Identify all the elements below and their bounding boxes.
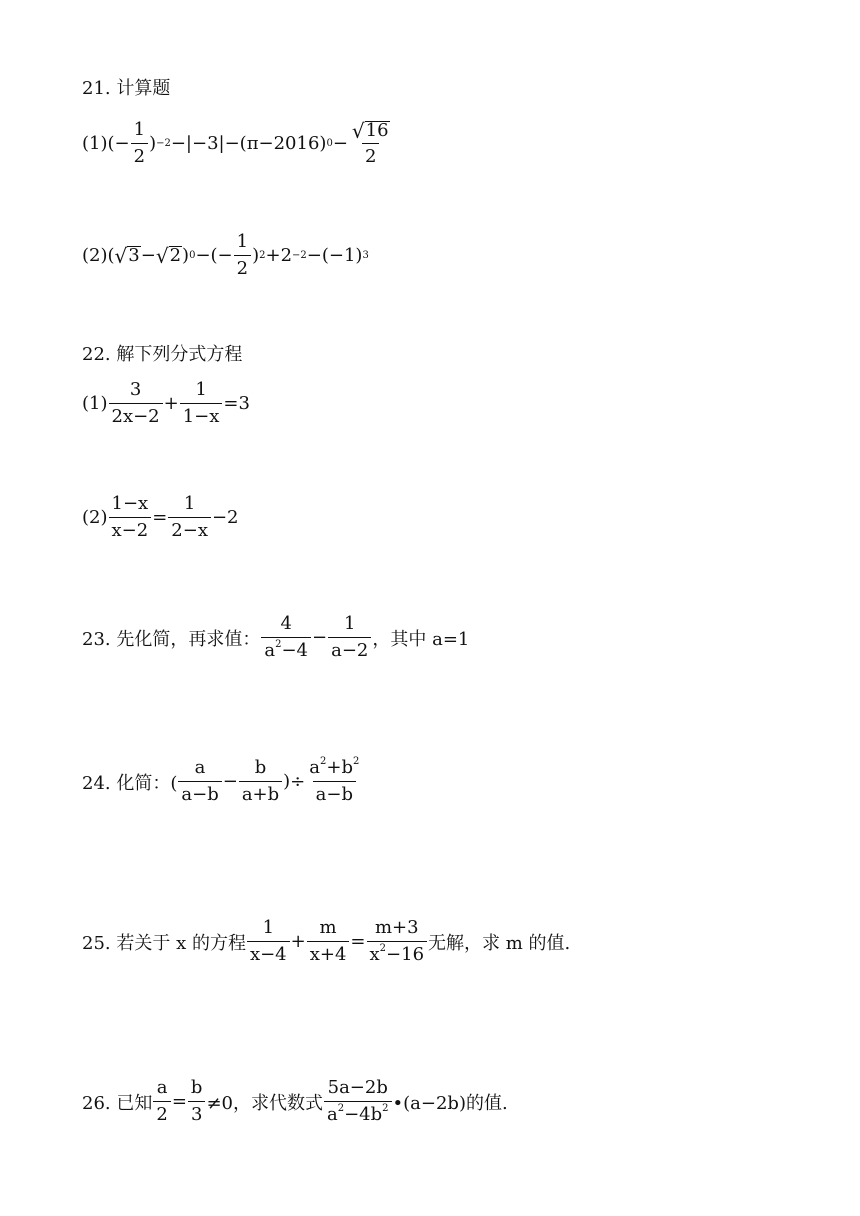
denominator [324,1101,392,1125]
fraction [188,1078,206,1125]
numerator: 1 [262,917,275,938]
text: )÷ [283,771,306,792]
denominator: a−b [178,781,221,805]
denominator: 1−x [180,403,223,427]
q22-part2 [82,494,239,541]
sqrt-expression [349,118,393,143]
denominator [367,941,428,965]
exponent: 2 [337,1103,345,1114]
question-text: 无解，求 m 的值. [428,932,571,954]
text: x [369,944,380,965]
text: a [264,640,276,661]
fraction [367,918,428,965]
numerator: 3 [129,379,142,400]
question-text: 25. 若关于 x 的方程 [82,932,246,954]
fraction [328,614,371,661]
question-text: 23. 先化简，再求值： [82,628,261,650]
fraction [306,758,362,805]
text: −(− [195,245,233,266]
text: + [163,393,179,414]
radicand: 3 [128,245,140,266]
denominator: x−2 [109,517,152,541]
numerator: 5a−2b [327,1077,388,1098]
text: ( [107,245,115,266]
fraction [247,918,290,965]
numerator: 1 [236,231,249,252]
fraction [307,918,350,965]
text: =3 [223,393,250,414]
q21-title: 21. 计算题 [82,78,171,99]
text: +2 [265,245,293,266]
denominator: a−b [313,781,356,805]
text: ) [252,245,260,266]
numerator: a [194,757,206,778]
sqrt-icon: √ [114,244,128,268]
radicand: 16 [365,119,389,141]
text: −2 [211,507,239,528]
question-text: 24. 化简：( [82,772,178,794]
numerator: 1 [133,119,146,140]
q23 [82,614,469,661]
question-text: ，其中 a=1 [372,628,470,650]
q21-part1: (1) (− $\frac{1}{2}$ ) −2 −|−3|−(π−2016) 0 − √ 16 2 [82,120,394,167]
part-label: (1) [82,133,108,154]
q21-part2: (2) ( √ 3 − √ 2 ) 0 −(− $\frac{1}{2}$ ) 2 +2 −2 −(−1) 3 [82,231,369,279]
numerator: m+3 [374,917,419,938]
text: −4b [344,1104,383,1125]
text: − [140,245,156,266]
q24 [82,758,363,805]
text: = [152,507,168,528]
denominator: a+b [239,781,282,805]
question-text: 26. 已知 [82,1092,153,1114]
fraction [349,118,393,167]
text: +b [326,757,353,778]
sqrt-icon: √ [155,244,169,268]
fraction [180,380,223,427]
exponent: 2 [352,756,360,767]
denominator: 2 [362,143,379,167]
q25 [82,918,570,965]
denominator: x+4 [307,941,350,965]
numerator: a [156,1077,168,1098]
question-text: ≠0，求代数式 [206,1092,323,1114]
fraction [178,758,221,805]
fraction [324,1078,392,1125]
q22-title: 22. 解下列分式方程 [82,344,243,365]
q22-part1 [82,380,250,427]
text: −(−1) [306,245,363,266]
radicand: 2 [169,245,182,266]
q26 [82,1078,508,1125]
numerator: 1−x [111,493,149,514]
exponent: 2 [320,756,327,767]
text: ) [182,245,190,266]
text: a [326,1104,338,1125]
exponent: 2 [382,1103,389,1114]
fraction [168,494,211,541]
fraction [131,120,148,167]
text: = [171,1091,187,1112]
fraction [153,1078,170,1125]
sqrt-expression [114,244,141,268]
text: ) [149,133,157,154]
text: −|−3|−(π−2016) [170,133,327,154]
denominator [261,637,311,661]
text: − [332,133,348,154]
numerator: 1 [195,379,207,400]
text: (− [107,133,130,154]
text: − [312,627,328,648]
numerator: b [254,757,267,778]
text: a [309,757,320,778]
fraction [239,758,282,805]
exponent: 2 [275,639,282,650]
denominator: 2−x [168,517,211,541]
numerator: 1 [344,613,356,634]
text: −16 [386,944,425,965]
part-label: (1) [82,393,108,414]
part-label: (2) [82,507,108,528]
question-text: •(a−2b)的值. [392,1092,508,1114]
text: − [222,771,238,792]
denominator: 2x−2 [109,403,163,427]
sqrt-expression [155,244,182,268]
sqrt-icon: √ [351,118,365,143]
fraction [261,614,311,661]
numerator: m [319,917,337,938]
text: −4 [281,640,309,661]
part-label: (2) [82,245,108,266]
denominator: x−4 [247,941,290,965]
denominator: a−2 [328,637,371,661]
denominator: 3 [188,1101,205,1125]
text: + [290,931,306,952]
numerator: 4 [280,613,292,634]
numerator: 1 [183,493,196,514]
text: = [350,931,366,952]
fraction [109,380,163,427]
denominator: 2 [234,255,251,279]
fraction [234,232,251,279]
fraction [109,494,152,541]
denominator: 2 [153,1101,170,1125]
numerator [306,758,362,781]
numerator: b [190,1077,203,1098]
denominator: 2 [131,143,148,167]
exponent: 2 [379,943,387,954]
